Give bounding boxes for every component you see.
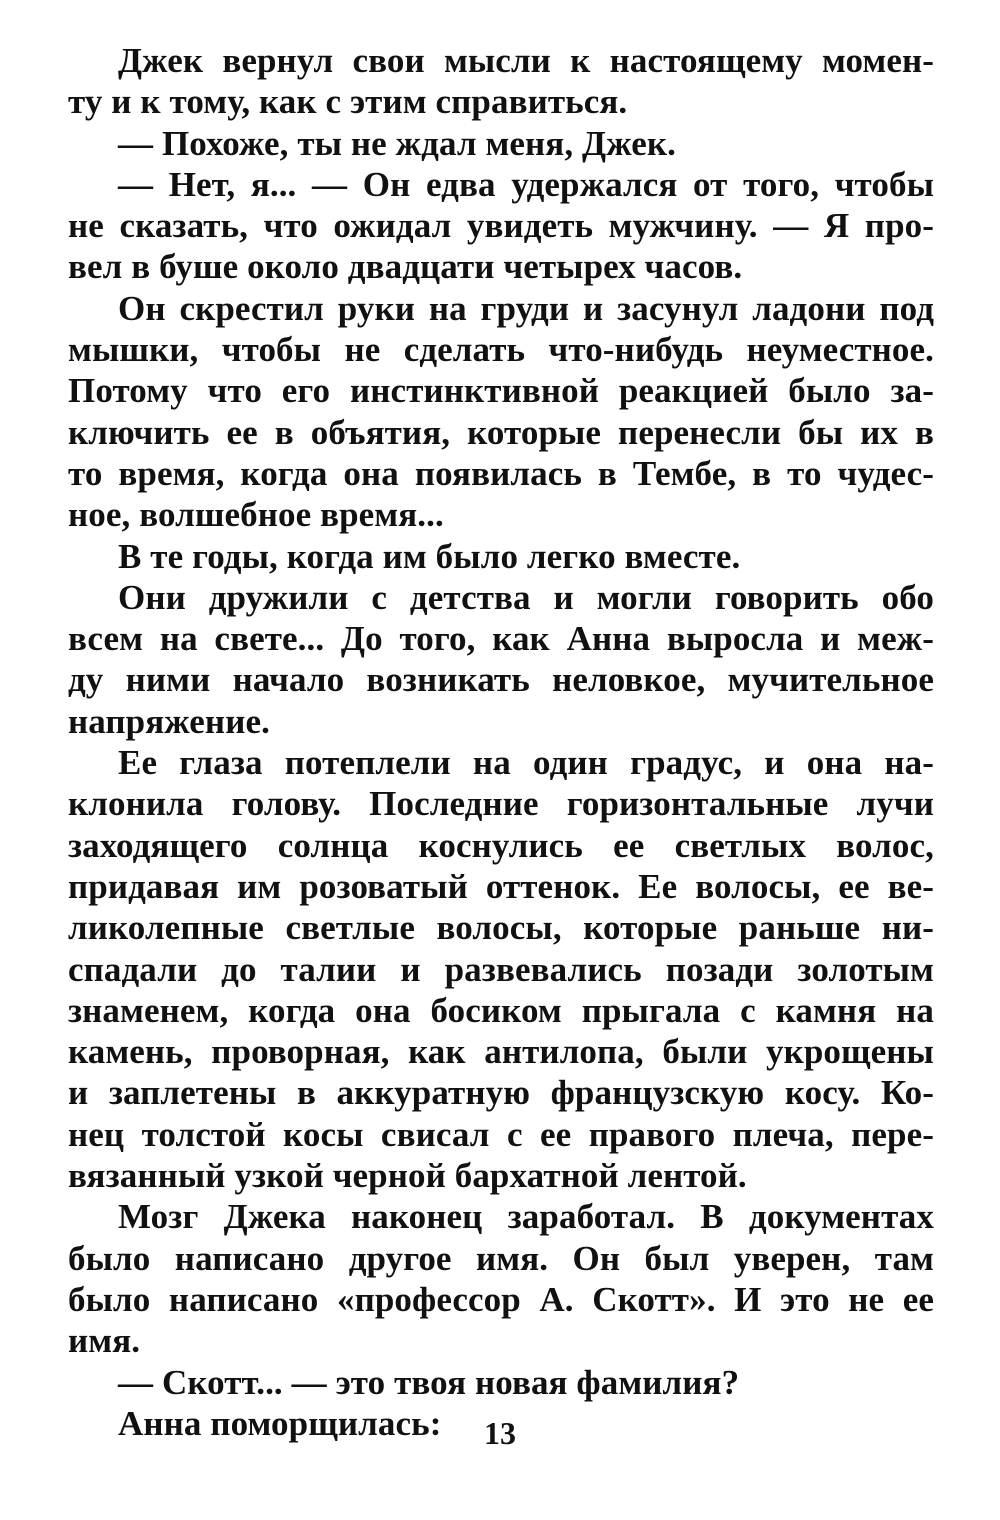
text-line: вел в буше около двадцати четырех часов.	[68, 247, 743, 287]
text-line: было написано «профессор А. Скотт». И это не ее	[68, 1279, 934, 1319]
text-line: Они дружили с детства и могли говорить обо	[118, 577, 934, 617]
text-line: заходящего солнца коснулись ее светлых волос,	[68, 825, 934, 865]
text-line: Джек вернул свои мысли к настоящему момен-	[118, 41, 934, 80]
text-line: напряжение.	[68, 701, 270, 741]
text-line: — Скотт... — это твоя новая фамилия?	[118, 1362, 740, 1402]
text-line: имя.	[68, 1321, 141, 1361]
text-line: клонила голову. Последние горизонтальные лучи	[68, 784, 934, 824]
text-line: ключить ее в объятия, которые перенесли бы их в	[68, 412, 934, 452]
text-line: не сказать, что ожидал увидеть мужчину. — Я про-	[68, 206, 934, 246]
text-line: Ее глаза потеплели на один градус, и она на-	[118, 743, 934, 783]
text-line: — Нет, я... — Он едва удержался от того, чтобы	[118, 164, 934, 204]
text-line: было написано другое имя. Он был уверен, там	[68, 1238, 934, 1278]
text-line: Анна поморщилась:	[118, 1403, 442, 1443]
text-line: камень, проворная, как антилопа, были укрощены	[68, 1032, 934, 1072]
text-line: вязанный узкой черной бархатной лентой.	[68, 1156, 747, 1196]
text-line: — Похоже, ты не ждал меня, Джек.	[118, 123, 676, 163]
text-line: ное, волшебное время...	[68, 495, 444, 535]
text-line: ду ними начало возникать неловкое, мучительное	[68, 660, 934, 700]
text-line: то время, когда она появилась в Тембе, в то чудес-	[68, 453, 934, 493]
text-line: мышки, чтобы не сделать что-нибудь неуместное.	[68, 330, 934, 370]
text-line: Он скрестил руки на груди и засунул ладони под	[118, 288, 934, 328]
page-number: 13	[484, 1415, 516, 1451]
text-line: спадали до талии и развевались позади золотым	[68, 949, 934, 989]
text-line: ту и к тому, как с этим справиться.	[68, 82, 628, 122]
text-line: знаменем, когда она босиком прыгала с камня на	[68, 990, 934, 1030]
text-line: и заплетены в аккуратную французскую косу. Ко-	[68, 1073, 934, 1113]
text-line: Потому что его инстинктивной реакцией было за-	[68, 371, 934, 411]
text-line: ликолепные светлые волосы, которые раньше ни-	[68, 908, 934, 948]
text-line: всем на свете... До того, как Анна выросла и меж-	[68, 619, 934, 659]
text-line: придавая им розоватый оттенок. Ее волосы, ее ве-	[68, 866, 934, 906]
text-line: В те годы, когда им было легко вместе.	[118, 536, 741, 576]
text-line: нец толстой косы свисал с ее правого плеча, пере-	[68, 1114, 934, 1154]
text-line: Мозг Джека наконец заработал. В документах	[118, 1197, 934, 1237]
body-text	[68, 40, 934, 1444]
